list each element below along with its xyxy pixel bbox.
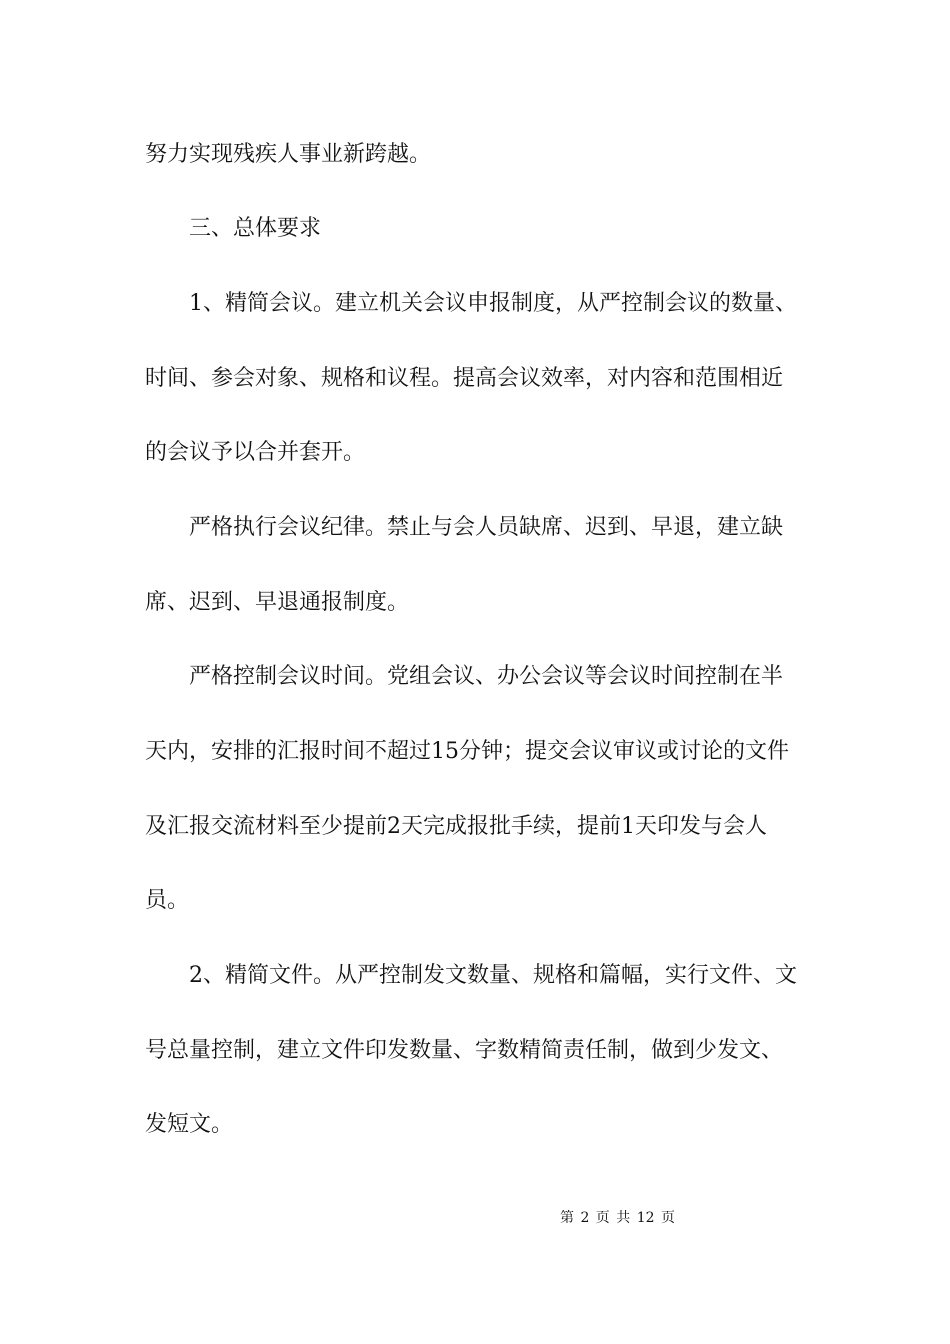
section-heading: 三、总体要求 (189, 216, 322, 241)
paragraph-line: 的会议予以合并套开。 (145, 440, 366, 465)
paragraph-line: 员。 (145, 888, 190, 913)
paragraph-line: 号总量控制，建立文件印发数量、字数精简责任制，做到少发文、 (145, 1038, 784, 1063)
page-number-footer: 第 2 页 共 12 页 (560, 1210, 675, 1226)
paragraph-line: 严格执行会议纪律。禁止与会人员缺席、迟到、早退，建立缺 (189, 515, 784, 540)
paragraph-line: 努力实现残疾人事业新跨越。 (145, 142, 432, 167)
paragraph-line: 时间、参会对象、规格和议程。提高会议效率，对内容和范围相近 (145, 366, 784, 391)
paragraph-line: 席、迟到、早退通报制度。 (145, 590, 410, 615)
paragraph-line: 天内，安排的汇报时间不超过15分钟；提交会议审议或讨论的文件 (145, 739, 789, 764)
paragraph-line: 2、精简文件。从严控制发文数量、规格和篇幅，实行文件、文 (189, 963, 797, 988)
paragraph-line: 严格控制会议时间。党组会议、办公会议等会议时间控制在半 (189, 664, 784, 689)
paragraph-line: 1、精简会议。建立机关会议申报制度，从严控制会议的数量、 (189, 291, 797, 316)
paragraph-line: 及汇报交流材料至少提前2天完成报批手续，提前1天印发与会人 (145, 814, 767, 839)
paragraph-line: 发短文。 (145, 1112, 234, 1137)
